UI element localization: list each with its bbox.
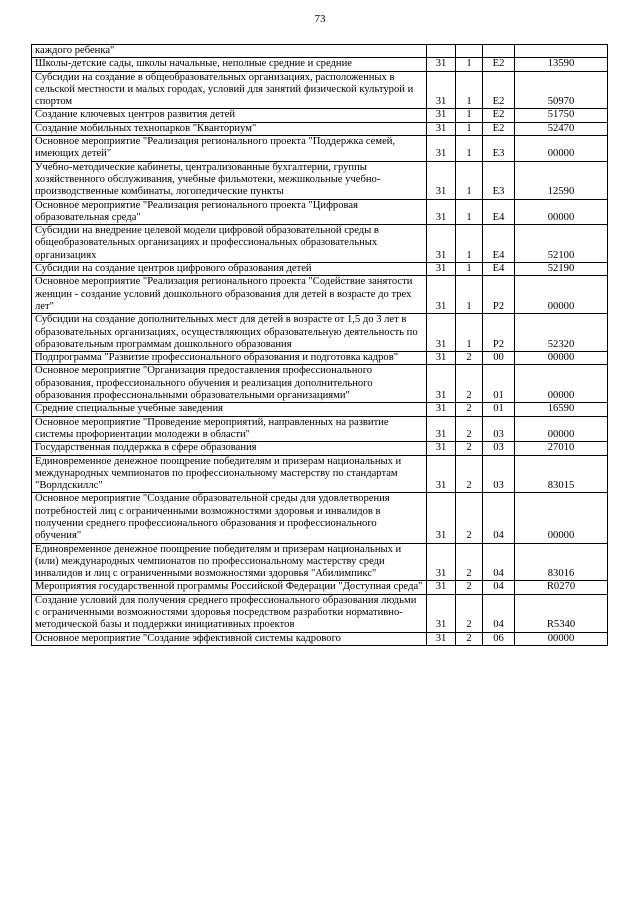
direction-code-cell: 00000 xyxy=(515,416,608,442)
subprogram-code-cell: 1 xyxy=(456,136,483,162)
program-code-cell: 31 xyxy=(427,403,456,416)
subprogram-code-cell: 1 xyxy=(456,71,483,109)
program-code-cell: 31 xyxy=(427,263,456,276)
direction-code-cell: 52320 xyxy=(515,314,608,352)
subprogram-code-cell: 2 xyxy=(456,594,483,632)
table-row xyxy=(32,136,608,162)
subprogram-code-cell: 1 xyxy=(456,122,483,135)
program-code-cell: 31 xyxy=(427,455,456,493)
row-name-cell: Основное мероприятие "Реализация регионального проекта "Поддержка семей, имеющих детей" xyxy=(32,136,427,162)
subprogram-code-cell: 2 xyxy=(456,543,483,581)
row-name-cell: Субсидии на внедрение целевой модели цифровой образовательной среды в общеобразовательных организациях и профессиональных образовательных организациях xyxy=(32,225,427,263)
subprogram-code-cell: 1 xyxy=(456,314,483,352)
row-name-cell: Единовременное денежное поощрение победителям и призерам национальных и (или) международных чемпионатов по профессиональному мастерству среди инвалидов и лиц с ограниченными возможностями здоровья "Абилимпикс" xyxy=(32,543,427,581)
row-name-cell: Единовременное денежное поощрение победителям и призерам национальных и международных чемпионатов по профессиональному мастерству по стандартам "Ворлдскиллс" xyxy=(32,455,427,493)
row-name-cell: Учебно-методические кабинеты, централизованные бухгалтерии, группы хозяйственного обслуживания, учебные фильмотеки, межшкольные учебно-производственные комбинаты, логопедические пункты xyxy=(32,161,427,199)
direction-code-cell: 12590 xyxy=(515,161,608,199)
program-code-cell: 31 xyxy=(427,136,456,162)
direction-code-cell: 00000 xyxy=(515,276,608,314)
table-row xyxy=(32,263,608,276)
program-code-cell: 31 xyxy=(427,543,456,581)
table-row xyxy=(32,122,608,135)
program-code-cell: 31 xyxy=(427,314,456,352)
activity-code-cell: E4 xyxy=(483,263,515,276)
program-code-cell: 31 xyxy=(427,109,456,122)
row-name-cell: Основное мероприятие "Организация предоставления профессионального образования, профессионального обучения и реализация дополнительного образования профессиональными образовательными организациями" xyxy=(32,365,427,403)
direction-code-cell: R0270 xyxy=(515,581,608,594)
program-code-cell: 31 xyxy=(427,161,456,199)
direction-code-cell: 00000 xyxy=(515,632,608,645)
row-name-cell: Основное мероприятие "Создание эффективной системы кадрового xyxy=(32,632,427,645)
activity-code-cell: E2 xyxy=(483,58,515,71)
direction-code-cell: 52190 xyxy=(515,263,608,276)
table-row xyxy=(32,403,608,416)
program-code-cell: 31 xyxy=(427,632,456,645)
activity-code-cell: 03 xyxy=(483,455,515,493)
activity-code-cell xyxy=(483,45,515,58)
activity-code-cell: 04 xyxy=(483,543,515,581)
table-row xyxy=(32,442,608,455)
program-code-cell: 31 xyxy=(427,225,456,263)
program-code-cell: 31 xyxy=(427,122,456,135)
activity-code-cell: 00 xyxy=(483,352,515,365)
activity-code-cell: 06 xyxy=(483,632,515,645)
row-name-cell: Основное мероприятие "Проведение мероприятий, направленных на развитие системы профориентации молодежи в области" xyxy=(32,416,427,442)
direction-code-cell: 52100 xyxy=(515,225,608,263)
direction-code-cell: 00000 xyxy=(515,365,608,403)
program-code-cell: 31 xyxy=(427,276,456,314)
page-number: 73 xyxy=(314,13,326,25)
subprogram-code-cell: 2 xyxy=(456,632,483,645)
row-name-cell: Субсидии на создание в общеобразовательных организациях, расположенных в сельской местности и малых городах, условий для занятий физической культурой и спортом xyxy=(32,71,427,109)
subprogram-code-cell: 2 xyxy=(456,581,483,594)
table-row xyxy=(32,416,608,442)
subprogram-code-cell: 2 xyxy=(456,352,483,365)
direction-code-cell: 00000 xyxy=(515,493,608,543)
activity-code-cell: P2 xyxy=(483,276,515,314)
direction-code-cell: 13590 xyxy=(515,58,608,71)
subprogram-code-cell: 1 xyxy=(456,263,483,276)
direction-code-cell: 51750 xyxy=(515,109,608,122)
table-body xyxy=(32,45,608,646)
activity-code-cell: 04 xyxy=(483,493,515,543)
direction-code-cell: 83016 xyxy=(515,543,608,581)
program-code-cell: 31 xyxy=(427,352,456,365)
direction-code-cell: 16590 xyxy=(515,403,608,416)
program-code-cell: 31 xyxy=(427,493,456,543)
activity-code-cell: 04 xyxy=(483,581,515,594)
activity-code-cell: 01 xyxy=(483,365,515,403)
table-row xyxy=(32,276,608,314)
subprogram-code-cell: 2 xyxy=(456,416,483,442)
table-row xyxy=(32,581,608,594)
table-row xyxy=(32,543,608,581)
activity-code-cell: 03 xyxy=(483,416,515,442)
row-name-cell: Субсидии на создание центров цифрового образования детей xyxy=(32,263,427,276)
direction-code-cell: 00000 xyxy=(515,199,608,225)
subprogram-code-cell: 1 xyxy=(456,161,483,199)
row-name-cell: Создание мобильных технопарков "Кванториум" xyxy=(32,122,427,135)
activity-code-cell: 01 xyxy=(483,403,515,416)
row-name-cell: Школы-детские сады, школы начальные, неполные средние и средние xyxy=(32,58,427,71)
subprogram-code-cell: 2 xyxy=(456,442,483,455)
row-name-cell: Средние специальные учебные заведения xyxy=(32,403,427,416)
row-name-cell: Создание ключевых центров развития детей xyxy=(32,109,427,122)
table-row xyxy=(32,632,608,645)
direction-code-cell: 50970 xyxy=(515,71,608,109)
table-row xyxy=(32,594,608,632)
table-row xyxy=(32,199,608,225)
subprogram-code-cell: 2 xyxy=(456,455,483,493)
activity-code-cell: E4 xyxy=(483,225,515,263)
activity-code-cell: E2 xyxy=(483,109,515,122)
activity-code-cell: P2 xyxy=(483,314,515,352)
activity-code-cell: E4 xyxy=(483,199,515,225)
subprogram-code-cell: 2 xyxy=(456,365,483,403)
table-row xyxy=(32,493,608,543)
subprogram-code-cell: 1 xyxy=(456,109,483,122)
direction-code-cell: 00000 xyxy=(515,136,608,162)
row-name-cell: Мероприятия государственной программы Российской Федерации "Доступная среда" xyxy=(32,581,427,594)
table-row xyxy=(32,161,608,199)
program-code-cell: 31 xyxy=(427,442,456,455)
program-code-cell: 31 xyxy=(427,58,456,71)
activity-code-cell: 03 xyxy=(483,442,515,455)
direction-code-cell xyxy=(515,45,608,58)
direction-code-cell: R5340 xyxy=(515,594,608,632)
budget-classification-table xyxy=(31,44,608,646)
row-name-cell: каждого ребенка" xyxy=(32,45,427,58)
table-row xyxy=(32,352,608,365)
table-row xyxy=(32,109,608,122)
activity-code-cell: E3 xyxy=(483,136,515,162)
table-row xyxy=(32,71,608,109)
subprogram-code-cell: 1 xyxy=(456,225,483,263)
table-row xyxy=(32,45,608,58)
subprogram-code-cell: 1 xyxy=(456,199,483,225)
table-row xyxy=(32,314,608,352)
activity-code-cell: E2 xyxy=(483,71,515,109)
row-name-cell: Государственная поддержка в сфере образования xyxy=(32,442,427,455)
direction-code-cell: 83015 xyxy=(515,455,608,493)
row-name-cell: Субсидии на создание дополнительных мест для детей в возрасте от 1,5 до 3 лет в образовательных организациях, осуществляющих образовательную деятельность по образовательным программам дошкольного образования xyxy=(32,314,427,352)
table-row xyxy=(32,455,608,493)
direction-code-cell: 27010 xyxy=(515,442,608,455)
program-code-cell: 31 xyxy=(427,594,456,632)
activity-code-cell: 04 xyxy=(483,594,515,632)
subprogram-code-cell: 1 xyxy=(456,58,483,71)
row-name-cell: Основное мероприятие "Реализация регионального проекта "Содействие занятости женщин - создание условий дошкольного образования для детей в возрасте до трех лет" xyxy=(32,276,427,314)
table-row xyxy=(32,365,608,403)
program-code-cell: 31 xyxy=(427,416,456,442)
subprogram-code-cell: 2 xyxy=(456,493,483,543)
direction-code-cell: 00000 xyxy=(515,352,608,365)
program-code-cell xyxy=(427,45,456,58)
activity-code-cell: E2 xyxy=(483,122,515,135)
subprogram-code-cell: 2 xyxy=(456,403,483,416)
table-row xyxy=(32,225,608,263)
table-row xyxy=(32,58,608,71)
activity-code-cell: E3 xyxy=(483,161,515,199)
row-name-cell: Основное мероприятие "Создание образовательной среды для удовлетворения потребностей лиц с ограниченными возможностями здоровья и инвалидов в получении среднего профессионального образования и профессионального обучения" xyxy=(32,493,427,543)
program-code-cell: 31 xyxy=(427,71,456,109)
program-code-cell: 31 xyxy=(427,199,456,225)
row-name-cell: Создание условий для получения среднего профессионального образования людьми с ограниченными возможностями здоровья посредством разработки нормативно-методической базы и поддержки инициативных проектов xyxy=(32,594,427,632)
program-code-cell: 31 xyxy=(427,581,456,594)
subprogram-code-cell xyxy=(456,45,483,58)
direction-code-cell: 52470 xyxy=(515,122,608,135)
row-name-cell: Подпрограмма "Развитие профессионального образования и подготовка кадров" xyxy=(32,352,427,365)
subprogram-code-cell: 1 xyxy=(456,276,483,314)
program-code-cell: 31 xyxy=(427,365,456,403)
row-name-cell: Основное мероприятие "Реализация регионального проекта "Цифровая образовательная среда" xyxy=(32,199,427,225)
